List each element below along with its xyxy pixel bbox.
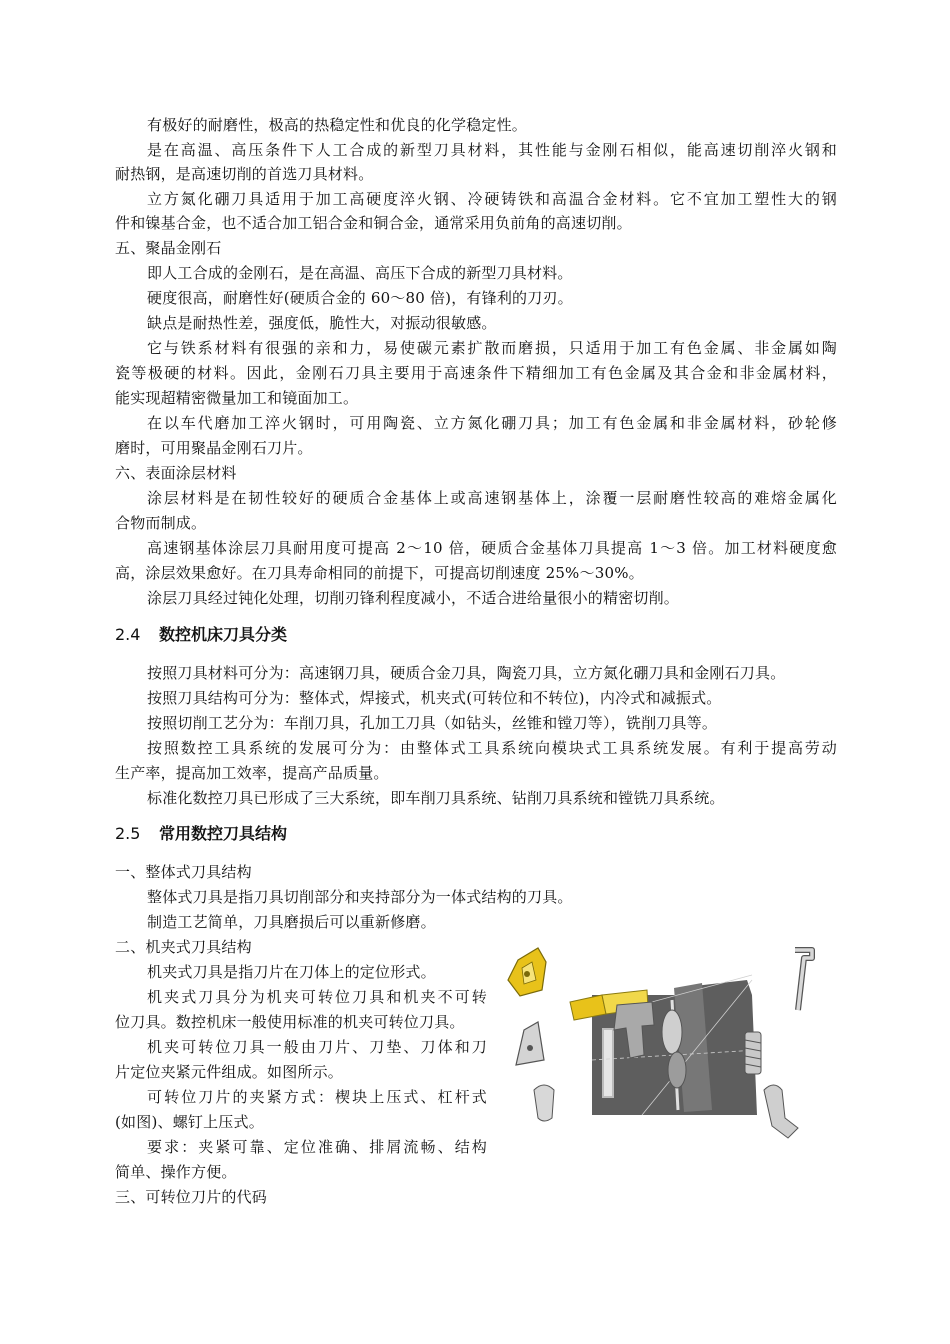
section-number: 2.4 — [115, 625, 141, 644]
paragraph-line: 涂层刀具经过钝化处理，切削刃锋利程度减小，不适合进给量很小的精密切削。 — [147, 589, 680, 607]
paragraph-line: 磨时，可用聚晶金刚石刀片。 — [115, 439, 313, 457]
paragraph-line: 可转位刀片的夹紧方式：楔块上压式、杠杆式 — [147, 1088, 487, 1106]
paragraph-line: (如图)、螺钉上压式。 — [115, 1113, 264, 1131]
paragraph-line: 按照刀具材料可分为：高速钢刀具，硬质合金刀具，陶瓷刀具，立方氮化硼刀具和金刚石刀具。 — [147, 664, 786, 682]
section-title: 常用数控刀具结构 — [159, 824, 288, 843]
paragraph-line: 机夹式刀具分为机夹可转位刀具和机夹不可转 — [147, 988, 487, 1006]
shim-gray — [516, 1022, 544, 1065]
paragraph-line: 高，涂层效果愈好。在刀具寿命相同的前提下，可提高切削速度 25%～30%。 — [115, 564, 644, 582]
paragraph-line: 制造工艺简单，刀具磨损后可以重新修磨。 — [147, 913, 436, 931]
paragraph-line: 耐热钢，是高速切削的首选刀具材料。 — [115, 165, 374, 183]
paragraph-line: 按照刀具结构可分为：整体式，焊接式，机夹式(可转位和不转位)，内冷式和减振式。 — [147, 689, 722, 707]
section-heading-2-4 — [115, 622, 287, 648]
subsection-heading: 六、表面涂层材料 — [115, 464, 237, 482]
paragraph-line: 合物而制成。 — [115, 514, 207, 532]
subsection-heading: 二、机夹式刀具结构 — [115, 938, 252, 956]
insert-loose-yellow — [508, 948, 546, 996]
paragraph-line: 标准化数控刀具已形成了三大系统，即车削刀具系统、钻削刀具系统和镗铣刀具系统。 — [147, 789, 725, 807]
allen-key-icon — [795, 950, 812, 1010]
indexable-tool-illustration — [502, 940, 837, 1150]
paragraph-line: 是在高温、高压条件下人工合成的新型刀具材料，其性能与金刚石相似，能高速切削淬火钢和 — [147, 141, 837, 159]
section-heading-2-5 — [115, 821, 287, 847]
paragraph-line: 片定位夹紧元件组成。如图所示。 — [115, 1063, 344, 1081]
paragraph-line: 简单、操作方便。 — [115, 1163, 237, 1181]
screw — [745, 1032, 761, 1074]
paragraph-line: 瓷等极硬的材料。因此，金刚石刀具主要用于高速条件下精细加工有色金属及其合金和非金属材料， — [115, 364, 837, 382]
paragraph-line: 按照数控工具系统的发展可分为：由整体式工具系统向模块式工具系统发展。有利于提高劳动 — [147, 739, 837, 757]
paragraph-line: 机夹式刀具是指刀片在刀体上的定位形式。 — [147, 963, 436, 981]
paragraph-line: 件和镍基合金，也不适合加工铝合金和铜合金，通常采用负前角的高速切削。 — [115, 214, 632, 232]
paragraph-line: 按照切削工艺分为：车削刀具，孔加工刀具（如钻头，丝锥和镗刀等），铣削刀具等。 — [147, 714, 718, 732]
paragraph-line: 位刀具。数控机床一般使用标准的机夹可转位刀具。 — [115, 1013, 465, 1031]
paragraph-line: 机夹可转位刀具一般由刀片、刀垫、刀体和刀 — [147, 1038, 487, 1056]
paragraph-line: 有极好的耐磨性，极高的热稳定性和优良的化学稳定性。 — [147, 116, 528, 134]
paragraph-line: 在以车代磨加工淬火钢时，可用陶瓷、立方氮化硼刀具；加工有色金属和非金属材料，砂轮修 — [147, 414, 837, 432]
section-title: 数控机床刀具分类 — [159, 625, 288, 644]
paragraph-line: 立方氮化硼刀具适用于加工高硬度淬火钢、冷硬铸铁和高温合金材料。它不宜加工塑性大的钢 — [147, 190, 837, 208]
paragraph-line: 缺点是耐热性差，强度低，脆性大，对振动很敏感。 — [147, 314, 497, 332]
paragraph-line: 生产率，提高加工效率，提高产品质量。 — [115, 764, 389, 782]
pin — [534, 1085, 554, 1121]
paragraph-line: 即人工合成的金刚石，是在高温、高压下合成的新型刀具材料。 — [147, 264, 573, 282]
paragraph-line: 要求：夹紧可靠、定位准确、排屑流畅、结构 — [147, 1138, 487, 1156]
lever-loose — [764, 1085, 798, 1138]
paragraph-line: 硬度很高，耐磨性好(硬质合金的 60～80 倍)，有锋利的刀刃。 — [147, 289, 573, 307]
section-number: 2.5 — [115, 824, 141, 843]
paragraph-line: 高速钢基体涂层刀具耐用度可提高 2～10 倍，硬质合金基体刀具提高 1～3 倍。加工材料硬度愈 — [147, 539, 837, 557]
paragraph-line: 它与铁系材料有很强的亲和力，易使碳元素扩散而磨损，只适用于加工有色金属、非金属如陶 — [147, 339, 837, 357]
paragraph-line: 涂层材料是在韧性较好的硬质合金基体上或高速钢基体上，涂覆一层耐磨性较高的难熔金属化 — [147, 489, 837, 507]
subsection-heading: 一、整体式刀具结构 — [115, 863, 252, 881]
subsection-heading: 三、可转位刀片的代码 — [115, 1188, 268, 1206]
paragraph-line: 整体式刀具是指刀具切削部分和夹持部分为一体式结构的刀具。 — [147, 888, 573, 906]
paragraph-line: 能实现超精密微量加工和镜面加工。 — [115, 389, 359, 407]
subsection-heading: 五、聚晶金刚石 — [115, 239, 222, 257]
